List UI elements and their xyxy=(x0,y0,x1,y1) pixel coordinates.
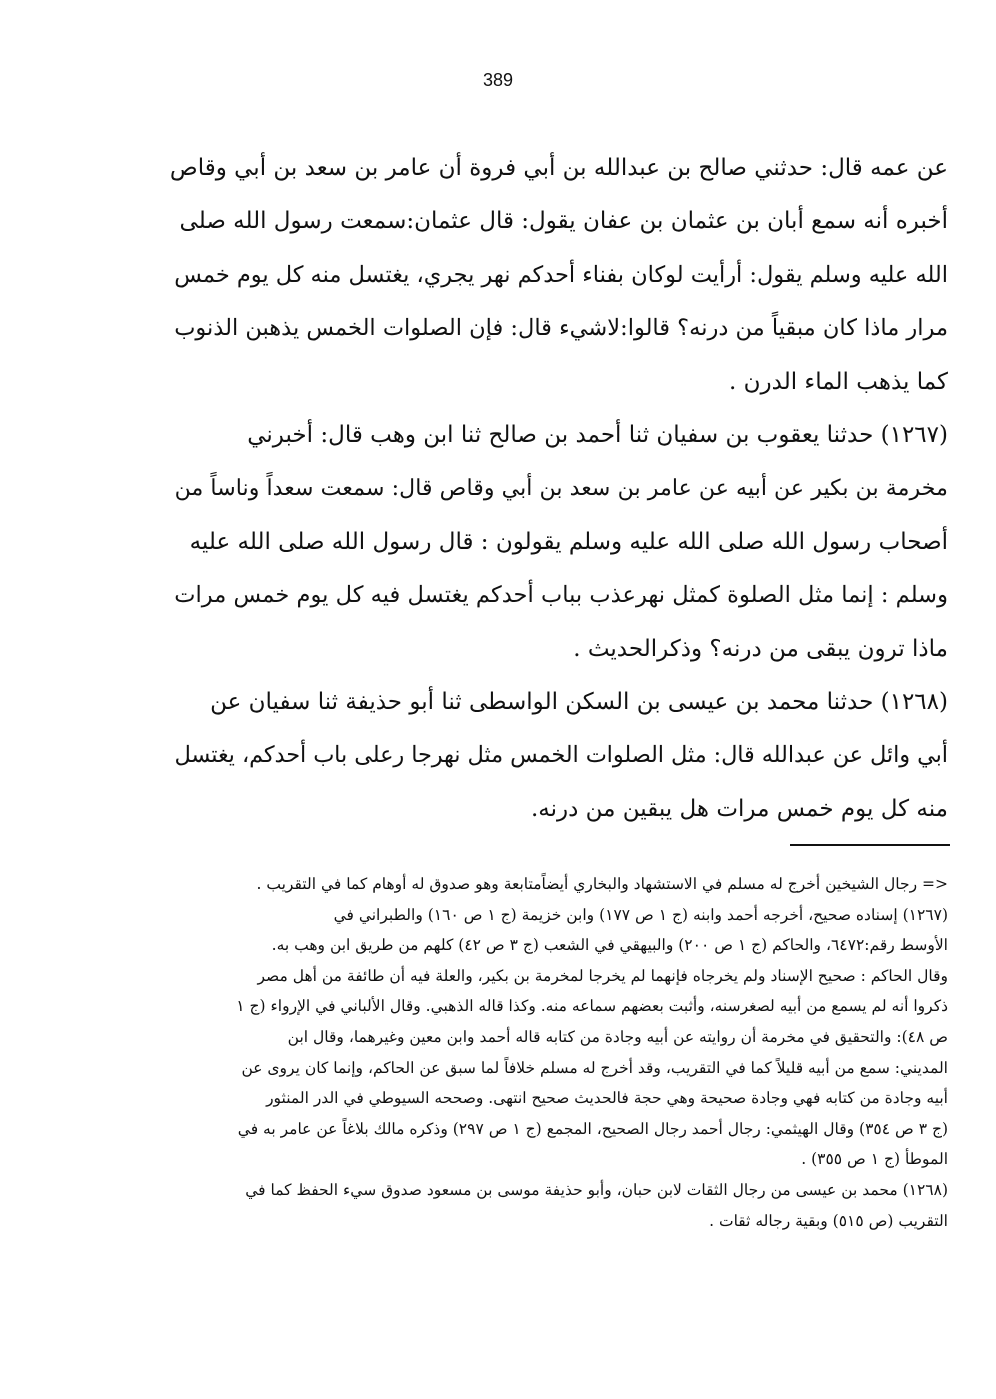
main-text-line: أصحاب رسول الله صلى الله عليه وسلم يقولون : قال رسول الله صلى الله عليه xyxy=(189,528,948,555)
footnote-line: <= رجال الشيخين أخرج له مسلم في الاستشهاد والبخاري أيضاًمتابعة وهو صدوق له أوهام كما في التقريب . xyxy=(256,875,948,893)
main-text-line: الله عليه وسلم يقول: أرأيت لوكان بفناء أحدكم نهر يجري، يغتسل منه كل يوم خمس xyxy=(174,261,948,288)
main-text-line: مخرمة بن بكير عن أبيه عن عامر بن سعد بن أبي وقاص قال: سمعت سعداً وناساً من xyxy=(174,475,948,502)
footnote-line: وقال الحاكم : صحيح الإسناد ولم يخرجاه فإنهما لم يخرجا لمخرمة بن بكير، والعلة فيه أن طائفة من أهل مصر xyxy=(257,966,948,985)
main-text-line: ماذا ترون يبقى من درنه؟ وذكرالحديث . xyxy=(573,635,948,662)
footnote-divider xyxy=(790,844,950,846)
footnote-line: (ج ٣ ص ٣٥٤) وقال الهيثمي: رجال أحمد رجال الصحيح، المجمع (ج ١ ص ٢٩٧) وذكره مالك بلاغاً عن عامر به في xyxy=(237,1119,948,1138)
footnote-line: ذكروا أنه لم يسمع من أبيه لصغرسنه، وأثبت بعضهم سماعه منه. وكذا قاله الذهبي. وقال الألباني في الإرواء (ج ١ xyxy=(236,997,948,1016)
main-text-line: وسلم : إنما مثل الصلوة كمثل نهرعذب بباب أحدكم يغتسل فيه كل يوم خمس مرات xyxy=(174,582,948,609)
main-text-line: كما يذهب الماء الدرن . xyxy=(729,368,948,395)
footnote-line: المديني: سمع من أبيه قليلاً كما في التقريب، وقد أخرج له مسلم خلافاً لما سبق عن الحاكم، وإنما كان يروى عن xyxy=(241,1058,948,1077)
main-text-line: أبي وائل عن عبدالله قال: مثل الصلوات الخمس مثل نهرجا رعلى باب أحدكم، يغتسل xyxy=(174,742,948,769)
footnote-line: التقريب (ص ٥١٥) وبقية رجاله ثقات . xyxy=(709,1211,948,1230)
footnote-line: أبيه وجادة من كتابه فهي وجادة صحيحة وهي حجة فالحديث صحيح انتهى. وصححه السيوطي في الدر المنثور xyxy=(266,1089,948,1108)
main-text-line: أخبره أنه سمع أبان بن عثمان بن عفان يقول: قال عثمان:سمعت رسول الله صلى xyxy=(179,208,948,235)
main-text-line: مرار ماذا كان مبقياً من درنه؟ قالوا:لاشيء قال: فإن الصلوات الخمس يذهبن الذنوب xyxy=(174,315,948,342)
footnote-line: الموطأ (ج ١ ص ٣٥٥) . xyxy=(801,1150,948,1169)
footnote-1268-line: (١٢٦٨) محمد بن عيسى من رجال الثقات لابن حبان، وأبو حذيفة موسى بن مسعود صدوق سيء الحفظ كما في xyxy=(245,1180,948,1199)
footnote-line: الأوسط رقم:٦٤٧٢، والحاكم (ج ١ ص ٢٠٠) والبيهقي في الشعب (ج ٣ ص ٤٢) كلهم من طريق ابن وهب به. xyxy=(271,936,948,955)
main-text xyxy=(160,142,948,836)
main-text-line: عن عمه قال: حدثني صالح بن عبدالله بن أبي فروة أن عامر بن سعد بن أبي وقاص xyxy=(169,155,948,181)
hadith-1268-line: (١٢٦٨) حدثنا محمد بن عيسى بن السكن الواسطى ثنا أبو حذيفة ثنا سفيان عن xyxy=(210,688,948,715)
footnote-line: ص ٤٨): والتحقيق في مخرمة أن روايته عن أبيه وجادة من كتابه قاله أحمد وابن معين وغيرهما، وقال ابن xyxy=(287,1027,948,1046)
footnotes xyxy=(160,869,948,1236)
footnote-1267-line: (١٢٦٧) إسناده صحيح، أخرجه أحمد وابنه (ج ١ ص ١٧٧) وابن خزيمة (ج ١ ص ١٦٠) والطبراني في xyxy=(333,905,948,924)
hadith-1267-line: (١٢٦٧) حدثنا يعقوب بن سفيان ثنا أحمد بن صالح ثنا ابن وهب قال: أخبرني xyxy=(247,421,948,448)
page-number: 389 xyxy=(482,70,514,90)
main-text-line: منه كل يوم خمس مرات هل يبقين من درنه. xyxy=(530,795,948,822)
